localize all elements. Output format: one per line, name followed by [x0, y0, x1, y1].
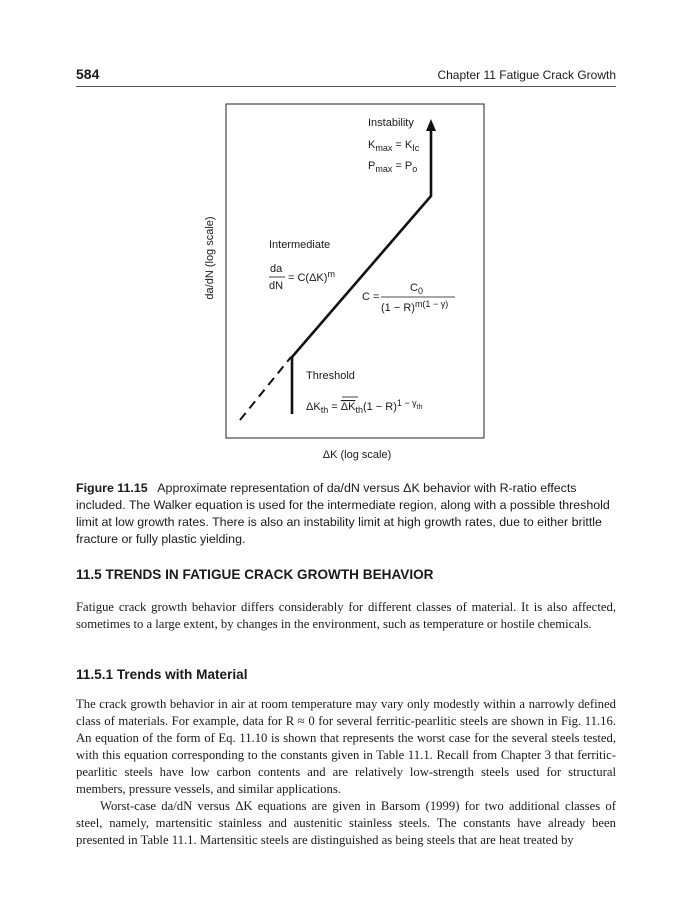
intermediate-eq-rhs: = $C(\Delta K)^m$	[288, 269, 335, 284]
subsection-paragraph-2	[76, 798, 616, 849]
body-paragraph: The crack growth behavior in air at room temperature may vary only modestly within a narrowly defined class of materials. For example, data for R ≈ 0 for several ferritic-pearlitic steels are shown in Fig. 11.16. An equation of the form of Eq. 11.10 is shown that represents the worst case for the several steels tested, with this equation corresponding to the constants given in Table 11.1. Recall from Chapter 3 that ferritic-pearlitic steels have low carbon contents and are relatively low-strength steels used for structural members, pressure vessels, and similar applications.	[76, 697, 616, 796]
intermediate-frac-num: da	[270, 263, 283, 275]
instability-arrowhead	[426, 119, 436, 131]
walker-eq-denominator: $(1 - R)^{m(1 - \gamma)}$	[381, 299, 449, 314]
y-axis-label: da/dN (log scale)	[204, 216, 216, 300]
figure-caption	[76, 480, 616, 548]
subsection-paragraph-1	[76, 696, 616, 798]
intermediate-label: Intermediate	[269, 239, 331, 251]
caption-text: Approximate representation of da/dN versus ΔK behavior with R-ratio effects included. The Walker equation is used for the intermediate region, along with a possible threshold limit at low growth rates. There is also an instability limit at high growth rates, due to either brittle fracture or fully plastic yielding.	[76, 481, 610, 546]
body-paragraph: Worst-case da/dN versus ΔK equations are given in Barsom (1999) for two additional classes of steel, namely, martensitic stainless and austenitic stainless steels. The constants have already been presented in Table 11.1. Martensitic steels are distinguished as being steels that are heat treated by	[76, 799, 616, 847]
intermediate-frac-den: dN	[269, 280, 284, 292]
body-paragraph: Fatigue crack growth behavior differs considerably for different classes of material. It is also affected, sometimes to a large extent, by changes in the environment, such as temperature or hostile chemicals.	[76, 600, 616, 631]
section-paragraph	[76, 599, 616, 633]
caption-label: Figure 11.15	[76, 481, 148, 495]
section-heading: 11.5 TRENDS IN FATIGUE CRACK GROWTH BEHAVIOR	[76, 567, 434, 582]
x-axis-label: ΔK (log scale)	[322, 449, 392, 461]
subsection-heading: 11.5.1 Trends with Material	[76, 667, 248, 682]
walker-eq-numerator: $C_0$	[410, 282, 423, 296]
instability-eq-kmax: $K_{max} = K_{Ic}$	[368, 139, 420, 153]
threshold-eq: $\Delta K_{th} = \Delta K_{th}(1 - R)^{1 - \gamma}_{th}$	[306, 398, 423, 415]
extrapolation-dashed-line	[240, 357, 291, 420]
instability-eq-pmax: $P_{max} = P_o$	[368, 160, 418, 174]
plot-frame	[226, 104, 484, 438]
walker-eq-lhs: C =	[362, 291, 380, 303]
threshold-label: Threshold	[306, 370, 355, 382]
page-number: 584	[76, 66, 100, 82]
running-header: Chapter 11 Fatigue Crack Growth	[437, 68, 616, 82]
instability-label: Instability	[368, 117, 414, 129]
